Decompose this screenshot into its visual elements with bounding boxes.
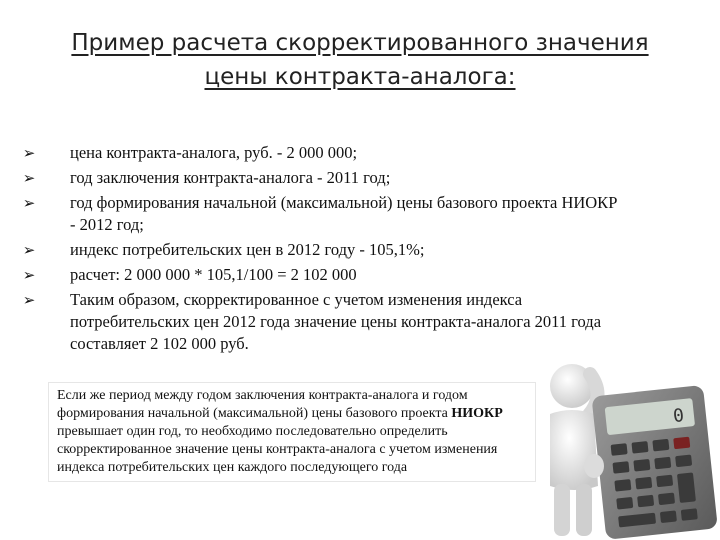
note-box [48,382,536,482]
arrowhead-bullet-icon: ➢ [22,194,36,212]
note-bold-term: НИОКР [451,406,503,421]
person-with-calculator-icon [528,356,718,540]
arrowhead-bullet-icon: ➢ [22,266,36,284]
bullet-text: Таким образом, скорректированное с учетом изменения индекса [70,290,523,309]
note-text-end: превышает один год, то необходимо последовательно определить скорректированное значение цены контракта-аналога с учетом изменения индекса потребительских цен каждого последующего года [57,424,498,475]
slide-title-line-2: цены контракта-аналога: [204,64,516,90]
bullet-text: расчет: 2 000 000 * 105,1/100 = 2 102 000 [70,265,357,284]
bullet-text: год формирования начальной (максимальной) цены базового проекта НИОКР [70,193,618,212]
bullet-text-continuation: потребительских цен 2012 года значение цены контракта-аналога 2011 года [70,312,602,331]
bullet-item [18,192,698,236]
bullet-text-continuation: - 2012 год; [70,215,144,234]
bullet-list [18,142,698,358]
bullet-item [18,142,698,164]
arrowhead-bullet-icon: ➢ [22,169,36,187]
note-text: Если же период между годом заключения контракта-аналога и годом формирования начальной (максимальной) цены базового проекта [57,388,468,421]
person-body [550,410,598,490]
bullet-item [18,239,698,261]
person-leg-left [554,484,570,536]
person-hand [584,454,604,478]
slide-title [40,26,680,94]
arrowhead-bullet-icon: ➢ [22,291,36,309]
calculator [591,385,717,540]
calculator-display: 0 [672,405,686,428]
bullet-item [18,264,698,286]
person-leg-right [576,484,592,536]
bullet-text: цена контракта-аналога, руб. - 2 000 000; [70,143,358,162]
slide-title-line-1: Пример расчета скорректированного значения [71,30,649,56]
bullet-item [18,167,698,189]
bullet-text: год заключения контракта-аналога - 2011 год; [70,168,391,187]
bullet-item [18,289,698,355]
arrowhead-bullet-icon: ➢ [22,241,36,259]
bullet-text-continuation: составляет 2 102 000 руб. [70,334,249,353]
arrowhead-bullet-icon: ➢ [22,144,36,162]
bullet-text: индекс потребительских цен в 2012 году - 105,1%; [70,240,425,259]
